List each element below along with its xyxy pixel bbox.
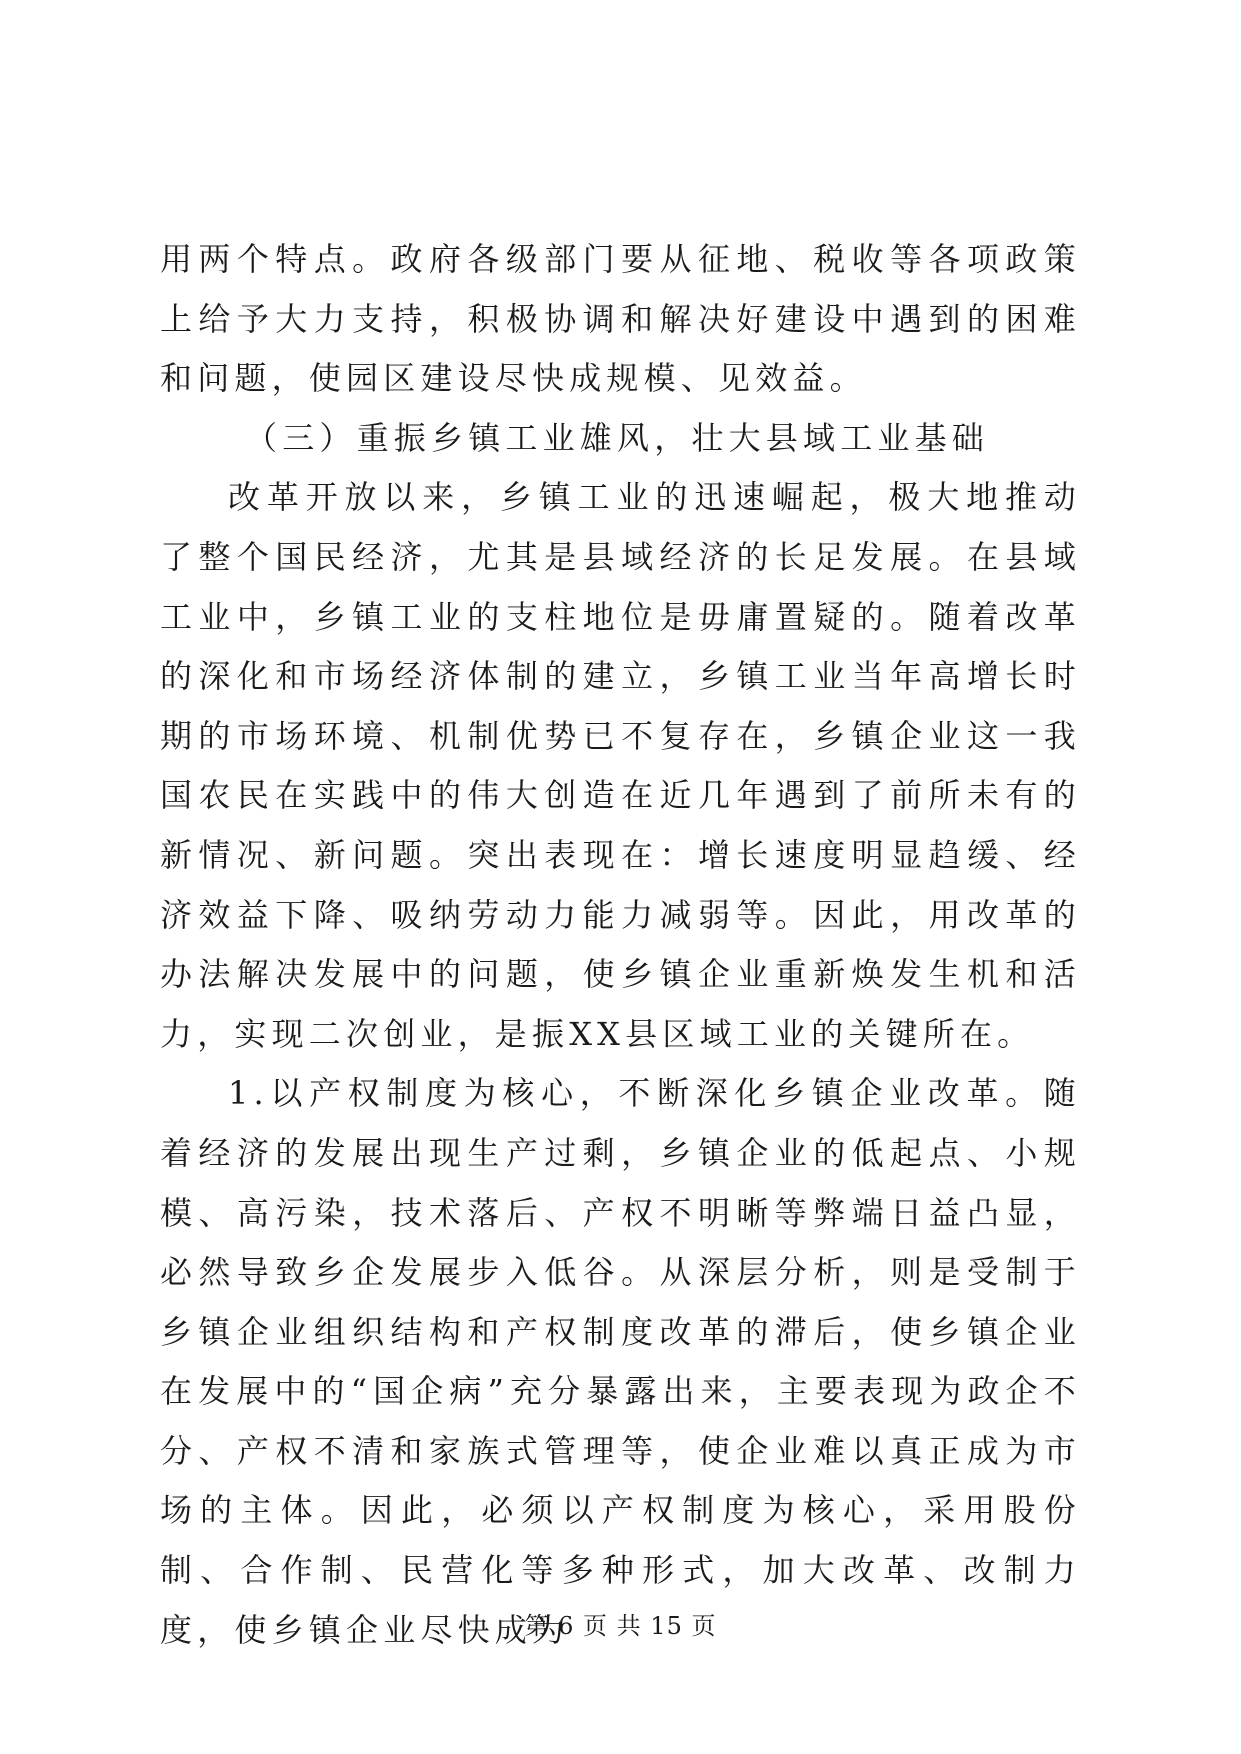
document-body bbox=[160, 230, 1081, 1660]
page-number-footer: 第 6 页 共 15 页 bbox=[524, 1612, 717, 1640]
paragraph-continuation: 用两个特点。政府各级部门要从征地、税收等各项政策上给予大力支持，积极协调和解决好建设中遇到的困难和问题，使园区建设尽快成规模、见效益。 bbox=[160, 240, 1081, 398]
section-heading: （三）重振乡镇工业雄风，壮大县域工业基础 bbox=[245, 418, 990, 457]
paragraph-item-1: 1.以产权制度为核心，不断深化乡镇企业改革。随着经济的发展出现生产过剩，乡镇企业的低起点、小规模、高污染，技术落后、产权不明晰等弊端日益凸显，必然导致乡企发展步入低谷。从深层分析，则是受制于乡镇企业组织结构和产权制度改革的滞后，使乡镇企业在发展中的“国企病”充分暴露出来，主要表现为政企不分、产权不清和家族式管理等，使企业难以真正成为市场的主体。因此，必须以产权制度为核心，采用股份制、合作制、民营化等多种形式，加大改革、改制力度，使乡镇企业尽快成为 bbox=[160, 1074, 1081, 1649]
paragraph-reform: 改革开放以来，乡镇工业的迅速崛起，极大地推动了整个国民经济，尤其是县域经济的长足发展。在县域工业中，乡镇工业的支柱地位是毋庸置疑的。随着改革的深化和市场经济体制的建立，乡镇工业当年高增长时期的市场环境、机制优势已不复存在，乡镇企业这一我国农民在实践中的伟大创造在近几年遇到了前所未有的新情况、新问题。突出表现在：增长速度明显趋缓、经济效益下降、吸纳劳动力能力减弱等。因此，用改革的办法解决发展中的问题，使乡镇企业重新焕发生机和活力，实现二次创业，是振XX县区域工业的关键所在。 bbox=[160, 478, 1081, 1053]
